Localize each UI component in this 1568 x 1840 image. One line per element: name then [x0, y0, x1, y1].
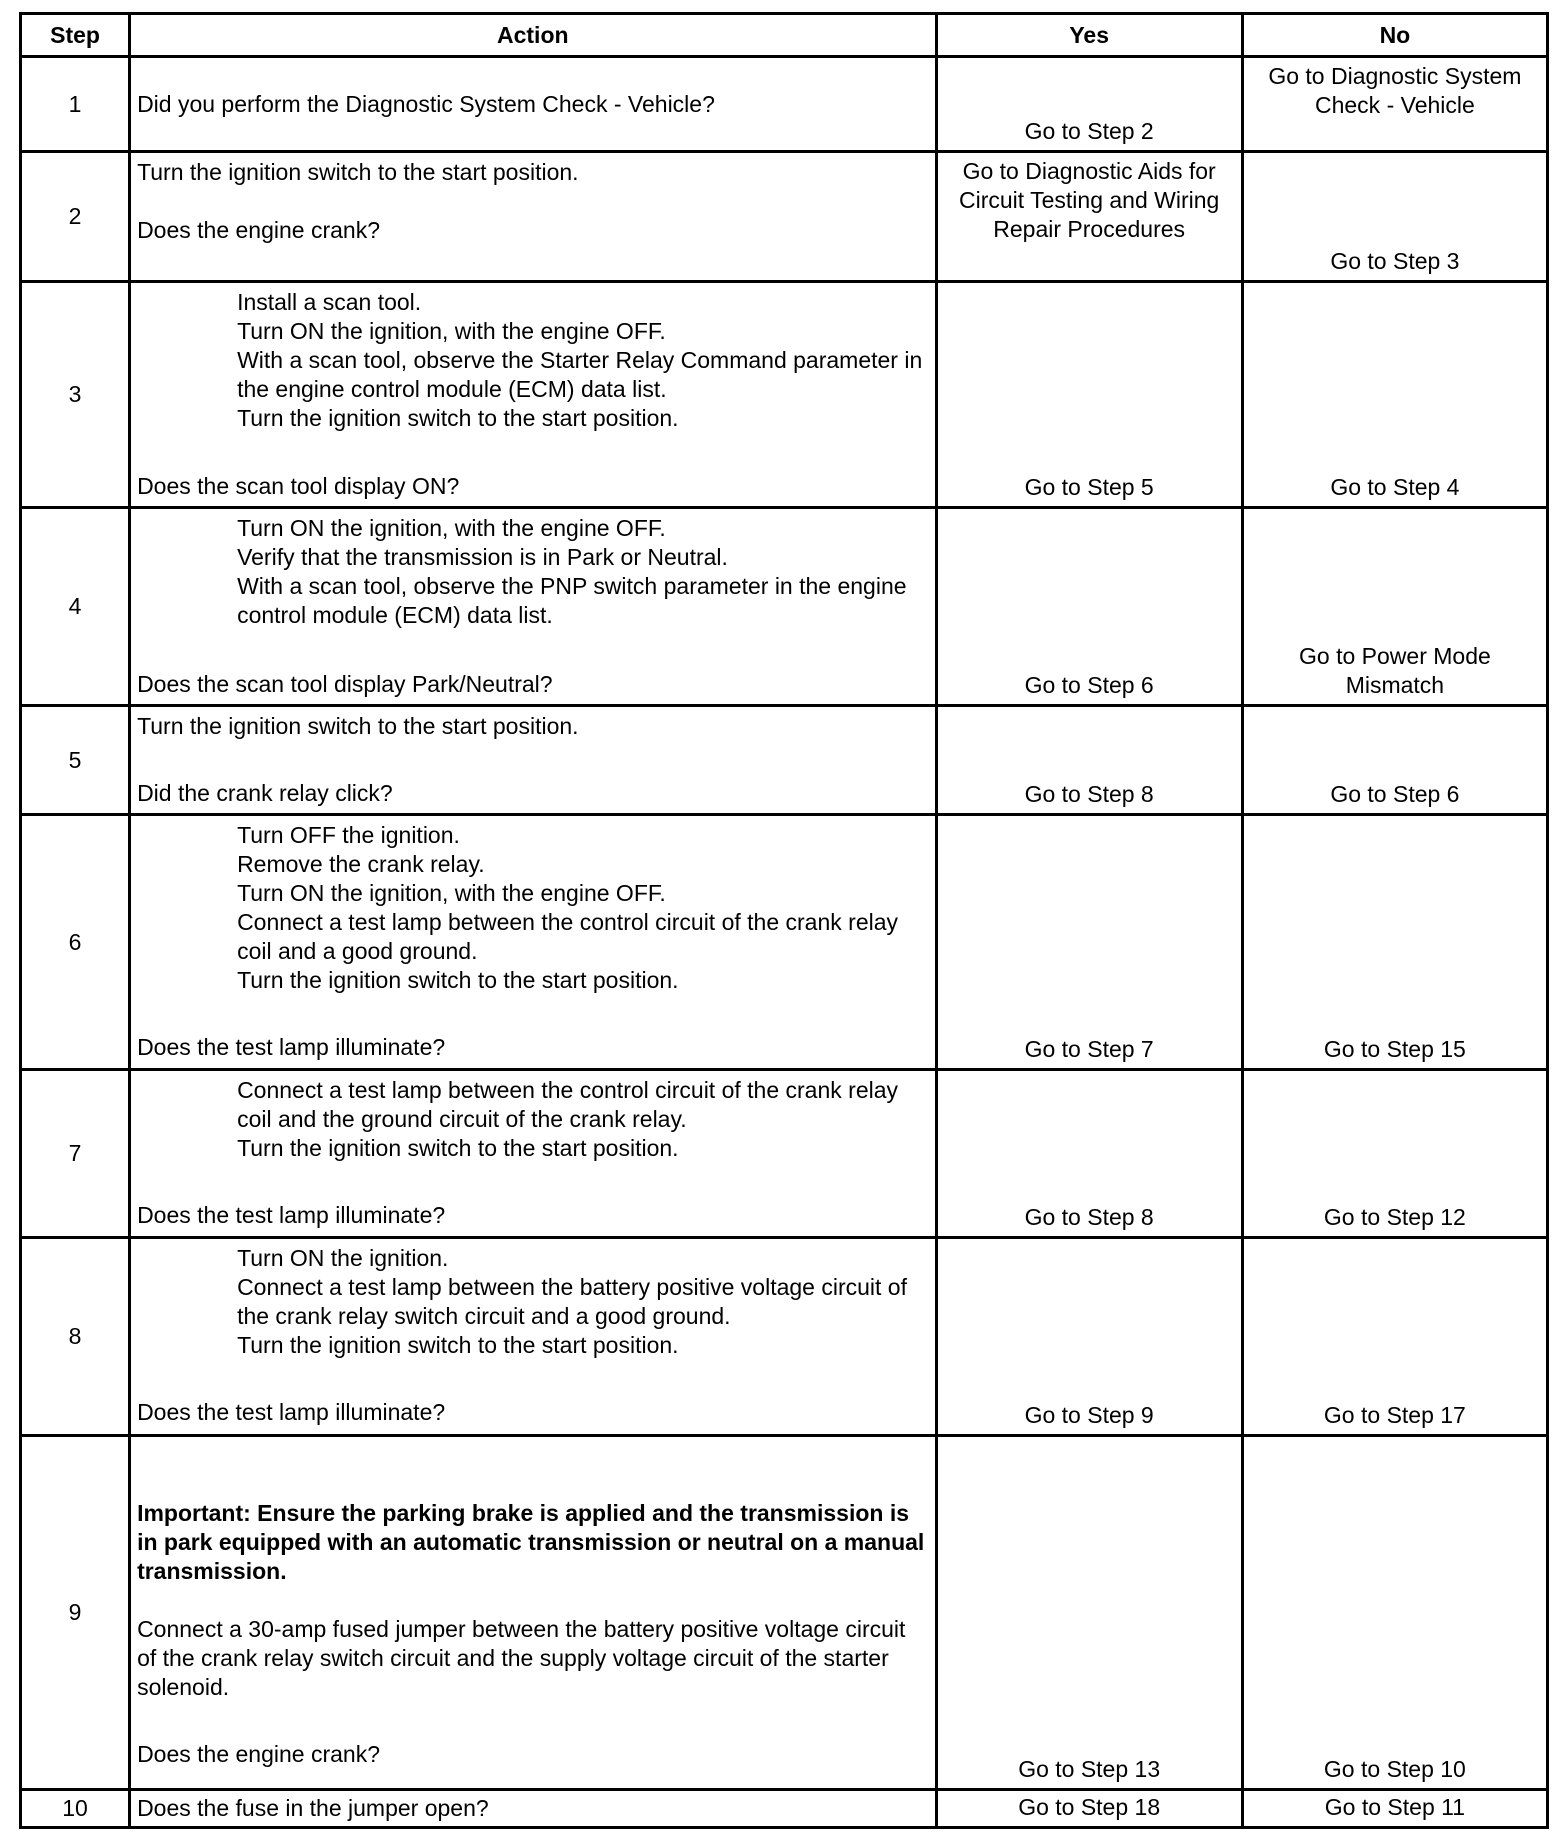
action-question: Does the test lamp illuminate? [137, 1399, 446, 1425]
no-cell: Go to Step 6 [1242, 706, 1547, 815]
no-cell: Go to Power Mode Mismatch [1242, 508, 1547, 706]
header-yes: Yes [936, 14, 1242, 57]
action-cell [130, 282, 936, 508]
action-cell [130, 152, 936, 282]
table-row [21, 508, 1548, 706]
no-cell: Go to Step 11 [1242, 1790, 1547, 1828]
table-row [21, 1436, 1548, 1790]
header-step: Step [21, 14, 130, 57]
action-substep: Turn ON the ignition, with the engine OFF. [237, 880, 666, 906]
action-substep: Install a scan tool. [237, 289, 422, 315]
step-number: 10 [21, 1790, 130, 1828]
step-number: 6 [21, 815, 130, 1070]
step-number: 8 [21, 1238, 130, 1436]
action-question: Did you perform the Diagnostic System Check - Vehicle? [137, 91, 715, 117]
step-number: 9 [21, 1436, 130, 1790]
step-number: 1 [21, 57, 130, 152]
action-substep: Turn the ignition switch to the start position. [237, 1135, 679, 1161]
action-instruction: Turn the ignition switch to the start position. [137, 713, 579, 739]
table-row [21, 282, 1548, 508]
yes-cell: Go to Step 6 [936, 508, 1242, 706]
table-row [21, 1070, 1548, 1238]
no-cell: Go to Step 17 [1242, 1238, 1547, 1436]
important-note: Important: Ensure the parking brake is applied and the transmission is in park equipped with an automatic transmission or neutral on a manual transmission. [137, 1500, 925, 1584]
action-substep: Connect a test lamp between the control circuit of the crank relay coil and a good ground. [237, 909, 899, 964]
action-substep: Turn ON the ignition, with the engine OFF. [237, 515, 666, 541]
action-instruction: Connect a 30-amp fused jumper between the battery positive voltage circuit of the crank relay switch circuit and the supply voltage circuit of the starter solenoid. [137, 1616, 906, 1700]
action-substep: Remove the crank relay. [237, 851, 485, 877]
action-cell [130, 815, 936, 1070]
table-row [21, 57, 1548, 152]
no-cell: Go to Step 3 [1242, 152, 1547, 282]
no-cell: Go to Step 12 [1242, 1070, 1547, 1238]
yes-cell: Go to Step 2 [936, 57, 1242, 152]
action-question: Does the scan tool display ON? [137, 473, 460, 499]
action-substep: With a scan tool, observe the PNP switch parameter in the engine control module (ECM) data list. [237, 573, 907, 628]
table-row [21, 706, 1548, 815]
action-substep: Connect a test lamp between the control circuit of the crank relay coil and the ground circuit of the crank relay. [237, 1077, 899, 1132]
action-cell [130, 1436, 936, 1790]
diagnostic-table [19, 12, 1549, 1829]
action-cell [130, 1238, 936, 1436]
action-cell [130, 706, 936, 815]
table-row [21, 1790, 1548, 1828]
step-number: 5 [21, 706, 130, 815]
action-substep: Turn ON the ignition. [237, 1245, 449, 1271]
yes-cell: Go to Diagnostic Aids for Circuit Testing and Wiring Repair Procedures [936, 152, 1242, 282]
step-number: 2 [21, 152, 130, 282]
step-number: 3 [21, 282, 130, 508]
yes-cell: Go to Step 13 [936, 1436, 1242, 1790]
action-question: Does the test lamp illuminate? [137, 1034, 446, 1060]
header-action: Action [130, 14, 936, 57]
no-cell: Go to Step 10 [1242, 1436, 1547, 1790]
no-cell: Go to Step 15 [1242, 815, 1547, 1070]
action-cell [130, 1790, 936, 1828]
action-question: Does the test lamp illuminate? [137, 1202, 446, 1228]
action-question: Does the scan tool display Park/Neutral? [137, 671, 553, 697]
action-instruction: Turn the ignition switch to the start position. [137, 159, 579, 185]
yes-cell: Go to Step 8 [936, 706, 1242, 815]
action-cell [130, 1070, 936, 1238]
no-cell: Go to Diagnostic System Check - Vehicle [1242, 57, 1547, 152]
table-row [21, 1238, 1548, 1436]
yes-cell: Go to Step 7 [936, 815, 1242, 1070]
header-row [21, 14, 1548, 57]
action-question: Does the engine crank? [137, 217, 380, 243]
yes-cell: Go to Step 5 [936, 282, 1242, 508]
action-substep: Turn OFF the ignition. [237, 822, 460, 848]
action-substep: Connect a test lamp between the battery positive voltage circuit of the crank relay switch circuit and a good ground. [237, 1274, 907, 1329]
action-substep: With a scan tool, observe the Starter Relay Command parameter in the engine control module (ECM) data list. [237, 347, 923, 402]
action-substep: Turn the ignition switch to the start position. [237, 1332, 679, 1358]
action-substep: Turn the ignition switch to the start position. [237, 967, 679, 993]
no-cell: Go to Step 4 [1242, 282, 1547, 508]
action-substep: Turn ON the ignition, with the engine OFF. [237, 318, 666, 344]
action-substep: Verify that the transmission is in Park or Neutral. [237, 544, 728, 570]
table-row [21, 152, 1548, 282]
action-question: Does the engine crank? [137, 1741, 380, 1767]
action-substep: Turn the ignition switch to the start position. [237, 405, 679, 431]
step-number: 7 [21, 1070, 130, 1238]
action-cell [130, 508, 936, 706]
yes-cell: Go to Step 18 [936, 1790, 1242, 1828]
action-question: Does the fuse in the jumper open? [137, 1795, 489, 1821]
step-number: 4 [21, 508, 130, 706]
action-question: Did the crank relay click? [137, 780, 393, 806]
table-row [21, 815, 1548, 1070]
yes-cell: Go to Step 9 [936, 1238, 1242, 1436]
action-cell [130, 57, 936, 152]
yes-cell: Go to Step 8 [936, 1070, 1242, 1238]
header-no: No [1242, 14, 1547, 57]
